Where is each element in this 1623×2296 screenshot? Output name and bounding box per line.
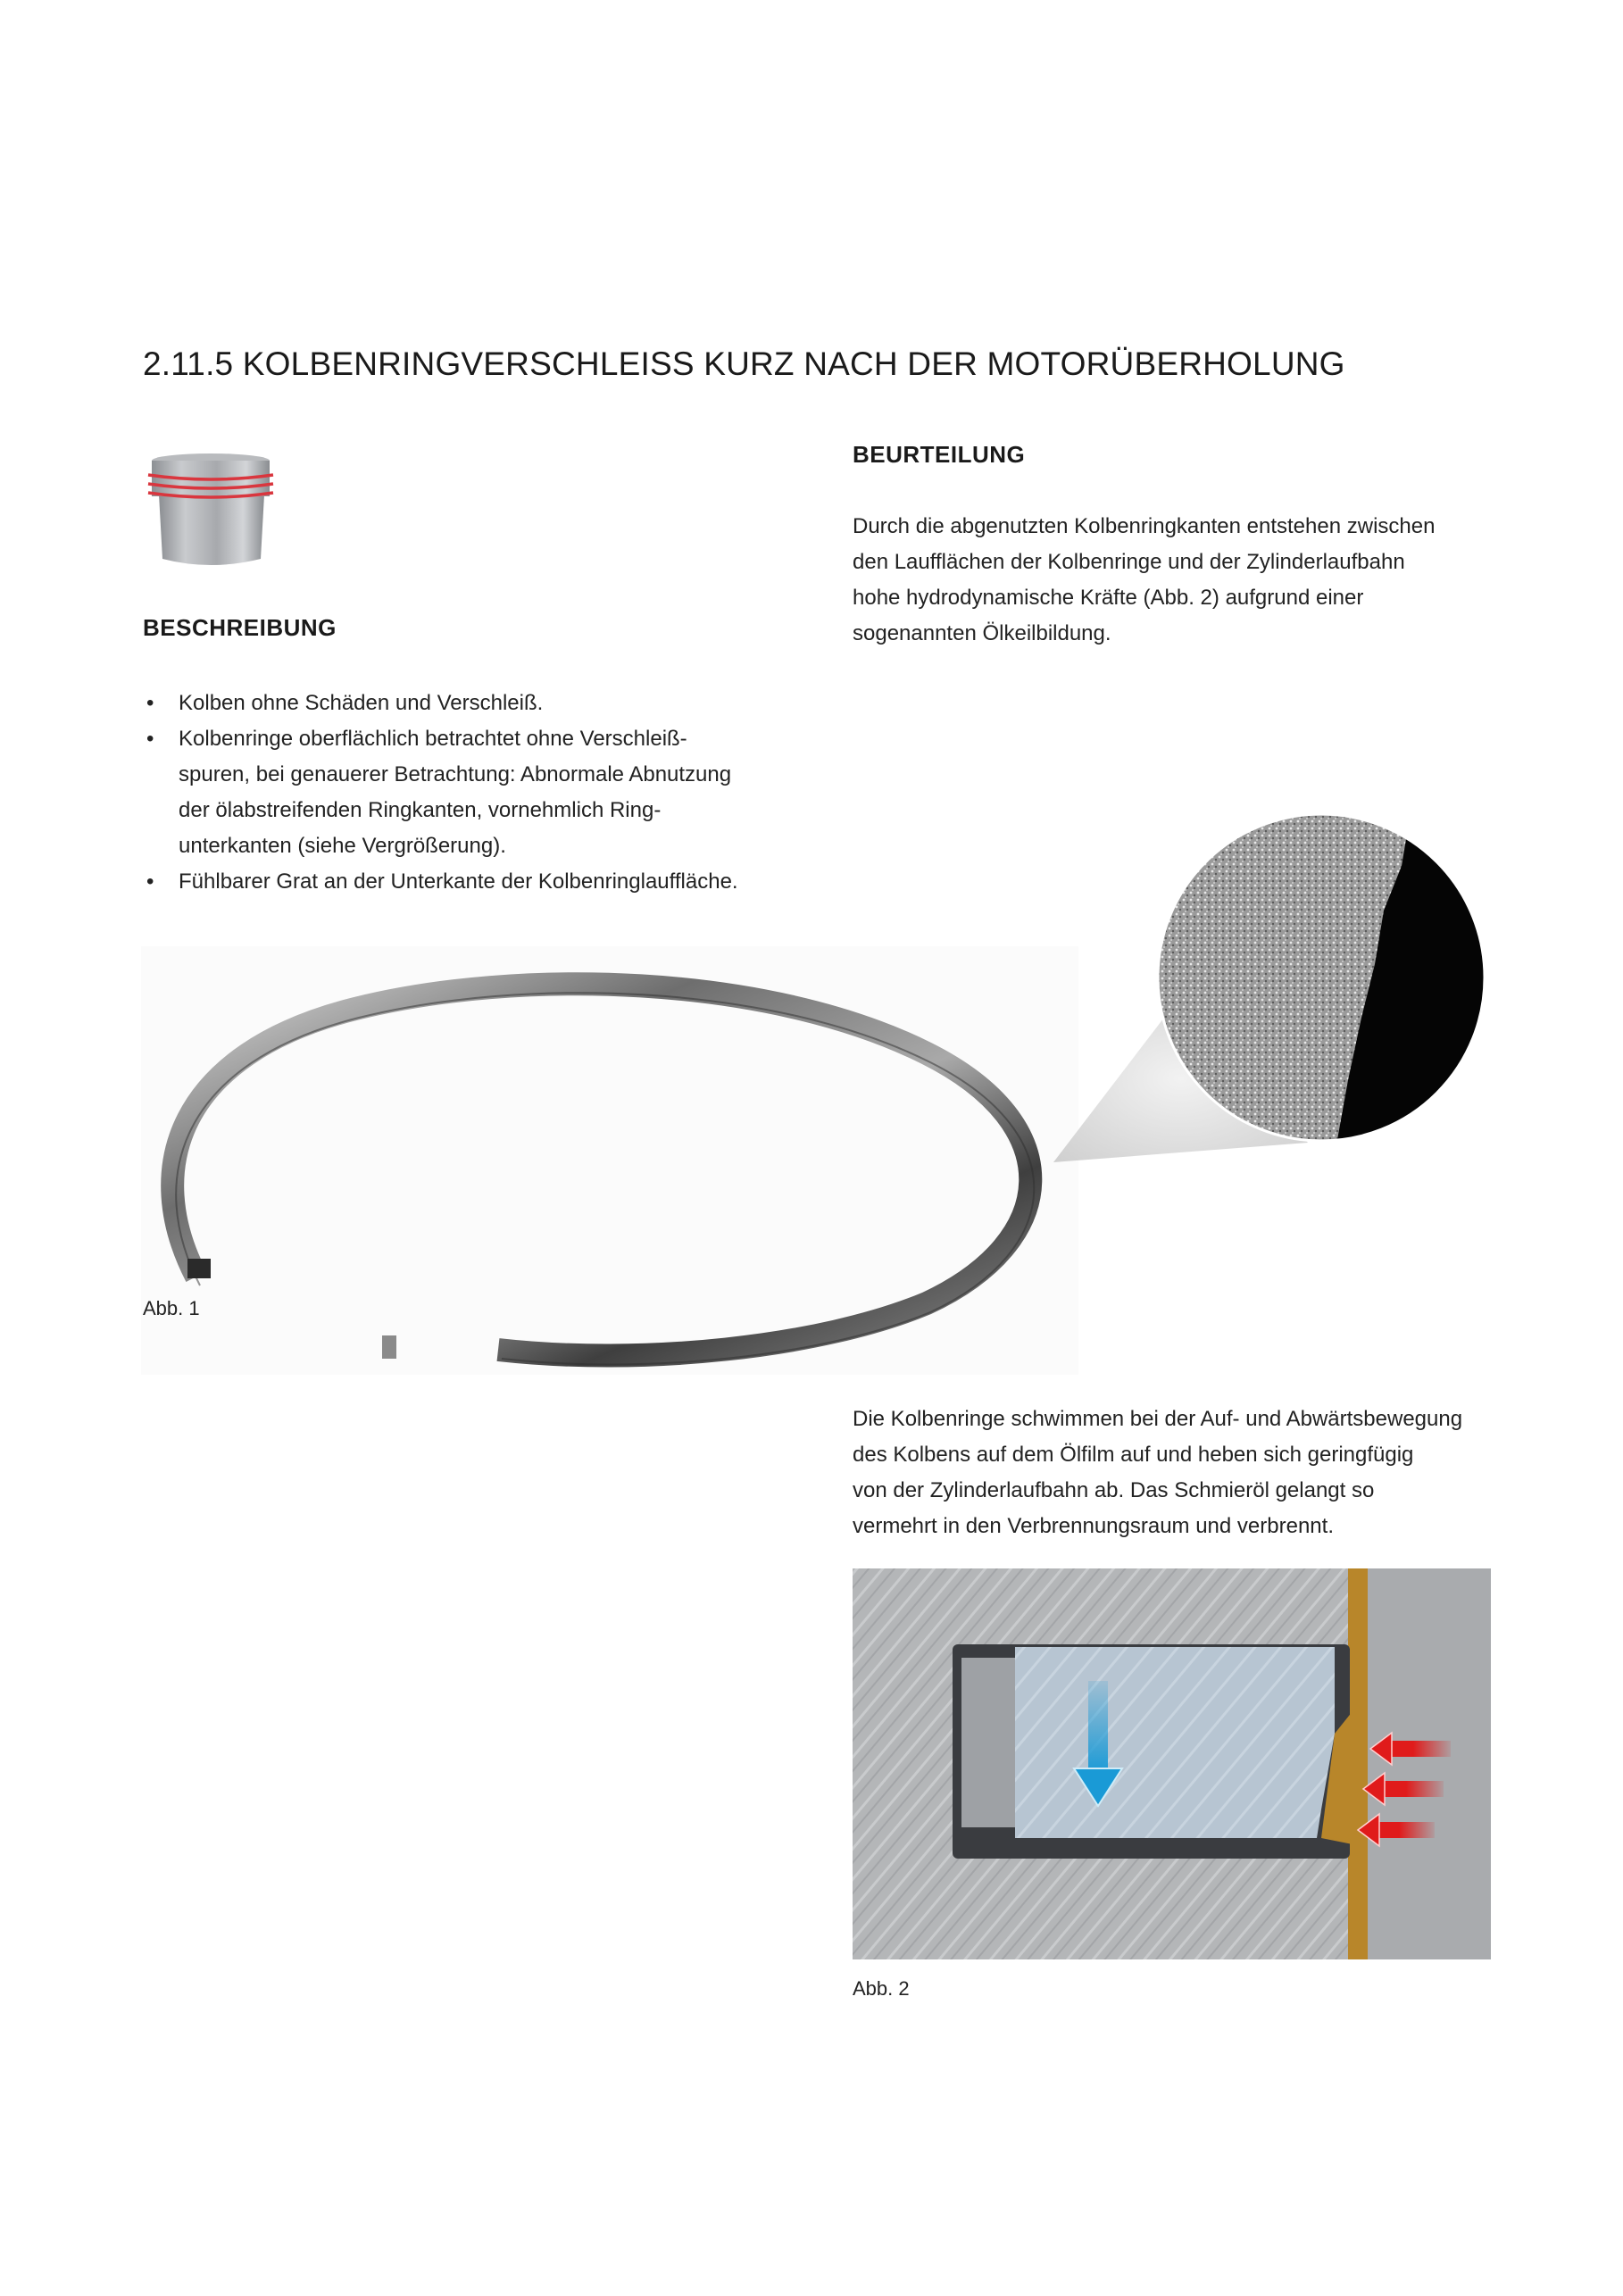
paragraph-line: hohe hydrodynamische Kräfte (Abb. 2) aufgrund einer xyxy=(853,586,1364,610)
list-item-line: Kolbenringe oberflächlich betrachtet ohne Verschleiß- xyxy=(179,727,687,751)
figure-1-caption: Abb. 1 xyxy=(143,1297,200,1319)
paragraph-line: des Kolbens auf dem Ölfilm auf und heben sich geringfügig xyxy=(853,1443,1414,1467)
list-item-line: spuren, bei genauerer Betrachtung: Abnormale Abnutzung xyxy=(179,762,732,786)
page-title: 2.11.5 KOLBENRINGVERSCHLEISS KURZ NACH DER MOTORÜBERHOLUNG xyxy=(143,345,1345,382)
bullet-icon: • xyxy=(146,727,154,751)
piston-ring-section xyxy=(1015,1647,1335,1838)
bullet-icon: • xyxy=(146,691,154,715)
list-item-line: unterkanten (siehe Vergrößerung). xyxy=(179,834,506,858)
paragraph-line: sogenannten Ölkeilbildung. xyxy=(853,621,1111,645)
list-item xyxy=(143,864,795,900)
piston-ring-image xyxy=(141,946,1078,1375)
paragraph-line: Die Kolbenringe schwimmen bei der Auf- und Abwärtsbewegung xyxy=(853,1407,1463,1431)
list-item-line: der ölabstreifenden Ringkanten, vornehmlich Ring- xyxy=(179,798,662,822)
ring-groove-cross-section-image xyxy=(853,1568,1491,1959)
list-item xyxy=(143,686,795,721)
list-item-line: Fühlbarer Grat an der Unterkante der Kolbenringlauffläche. xyxy=(179,869,738,894)
paragraph-line: von der Zylinderlaufbahn ab. Das Schmieröl gelangt so xyxy=(853,1478,1375,1502)
paragraph-line: Durch die abgenutzten Kolbenringkanten entstehen zwischen xyxy=(853,514,1436,538)
piston-icon xyxy=(139,441,282,575)
paragraph-line: den Laufflächen der Kolbenringe und der Zylinderlaufbahn xyxy=(853,550,1405,574)
description-list xyxy=(143,686,795,900)
list-item xyxy=(143,721,795,864)
figure-2-caption: Abb. 2 xyxy=(853,1977,910,2000)
beurteilung-text xyxy=(853,509,1495,652)
list-item-line: Kolben ohne Schäden und Verschleiß. xyxy=(179,691,544,715)
bullet-icon: • xyxy=(146,869,154,894)
explanation-text xyxy=(853,1402,1495,1544)
ring-edge-magnified-image xyxy=(1053,812,1500,1169)
paragraph-line: vermehrt in den Verbrennungsraum und verbrennt. xyxy=(853,1514,1334,1538)
beschreibung-heading: BESCHREIBUNG xyxy=(143,614,337,641)
beurteilung-heading: BEURTEILUNG xyxy=(853,441,1026,468)
